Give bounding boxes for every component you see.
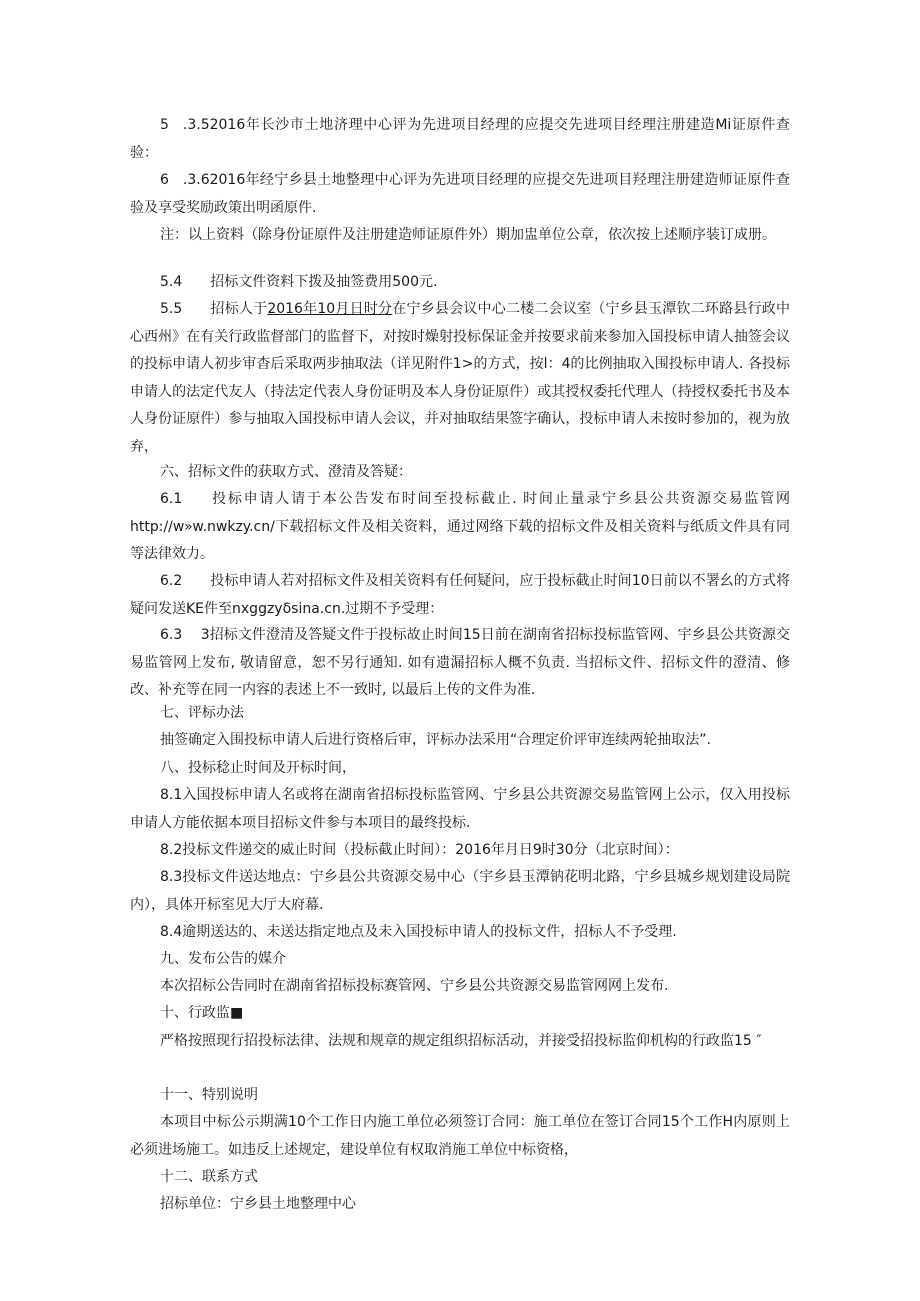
paragraph-12: 招标单位：宁乡县土地整理中心 (160, 1196, 356, 1212)
heading-section-12: 十二、联系方式 (160, 1169, 258, 1185)
paragraph-8-2: 8.2投标文件递交的威止时间（投标截止时间）：2016年月日9时30分（北京时间）： (160, 842, 679, 858)
paragraph-5-5 (130, 296, 790, 462)
heading-section-6: 六、招标文件的获取方式、澄清及答疑： (160, 464, 412, 480)
heading-section-9: 九、发布公告的媒介 (160, 951, 286, 967)
paragraph-5-3-5: 5 .3.52016年长沙市土地济理中心评为先进项目经理的应提交先进项目经理注册建造Mi证原件查验： (130, 117, 790, 161)
paragraph-5-5-body: 在宁乡县会议中心二楼二会议室（宁乡县玉潭钦二环路县行政中心西州》在有关行政监督部门的监督下，对按时燥射投标保证金并按要求前来参加入国投标申请人抽签会议的投标申请人初步审杳后采取两步抽取法（详见附件1>的方式，按l：4的比例抽取入围投标申请人. 各投标申请人的法定代友人（持法定代表人身份证明及本人身份证原件）或其授权委托代理人（持授权委托书及本人身份证原件）参与抽取入国投标申请人会议，并对抽取结果签字确认，投标申请人未按时参加的，视为放弃， (130, 301, 790, 455)
paragraph-8-3: 8.3投标文件送达地点：宁乡县公共资源交易中心（宇乡县玉潭钠花明北路，宁乡县城乡规划建设局院内），具体开标室见大厅大府幕. (130, 869, 790, 913)
paragraph-5-4: 5.4 招标文件资料下拨及抽签费用500元. (160, 274, 438, 290)
paragraph-5-5-date: 2016年10月日时分 (267, 301, 393, 317)
paragraph-9: 本次招标公告同时在湖南省招标投标赛管网、宁乡县公共资源交易监管网网上发布. (160, 978, 669, 994)
paragraph-8-1: 8.1入国投标申请人名或将在湖南省招标投标监管网、宁乡县公共资源交易监管网上公示，仅入用投标申请人方能依据本项目招标文件参与本项目的最终投标. (130, 787, 790, 831)
paragraph-note: 注：以上资料（除身份证原件及注册建造师证原件外）期加盅单位公章，依次按上述顺序装订成册。 (160, 227, 776, 243)
paragraph-8-4: 8.4逾期送达的、未送达指定地点及未入国投标申请人的投标文件，招标人不予受理. (160, 924, 677, 940)
heading-section-8: 八、投标稔止时间及开标时间， (160, 760, 356, 776)
paragraph-7: 抽签确定入围投标申请人后进行资格后审，评标办法采用“合理定价评审连续两轮抽取法”. (160, 732, 711, 748)
paragraph-6-3-6: 6 .3.62016年经宁乡县土地整理中心评为先进项目经理的应提交先进项目羟理注册建造师证原件查验及享受奖励政策出明函原件. (130, 172, 790, 216)
paragraph-6-3: 6.3 3招标文件澄清及答疑文件于投标故止时间15日前在湖南省招标投标监管网、宇乡县公共资源交易监管网上发布, 敬请留意，恕不另行通知. 如有遗漏招标人概不负责. 当招标文件、招标文件的澄清、修改、补充等在同一内容的表述上不一致时, 以最后上传的文件为准. (130, 627, 790, 699)
paragraph-6-2: 6.2 投标申请人若对招标文件及相关资料有任何疑问，应于投标截止时间10日前以不署幺的方式将疑问发送KE件至nxggzyδsina.cn.过期不予受理： (130, 573, 790, 617)
heading-section-11: 十一、特别说明 (160, 1087, 258, 1103)
heading-section-10: 十、行政监■ (160, 1005, 244, 1021)
paragraph-10: 严格按照现行招投标法律、法规和规章的规定组织招标活动，并接受招投标监仰机构的行政监15 ″ (160, 1033, 762, 1049)
heading-section-7: 七、评标办法 (160, 705, 244, 721)
paragraph-11: 本项目中标公示期满10个工作日内施工单位必须签订合同：施工单位在签订合同15个工作H内原则上必须进场施工。如违反上述规定，建设单位有权取消施工单位中标资格， (130, 1114, 790, 1158)
paragraph-6-1: 6.1 投标申请人请于本公告发布时间至投标截止. 时间止量录宁乡县公共资源交易监管网http://w»w.nwkzy.cn/下载招标文件及相关资料，通过网络下载的招标文件及相关资料与纸质文件具有同等法律效力。 (130, 491, 790, 563)
paragraph-5-5-prefix: 5.5 招标人于 (160, 301, 268, 317)
